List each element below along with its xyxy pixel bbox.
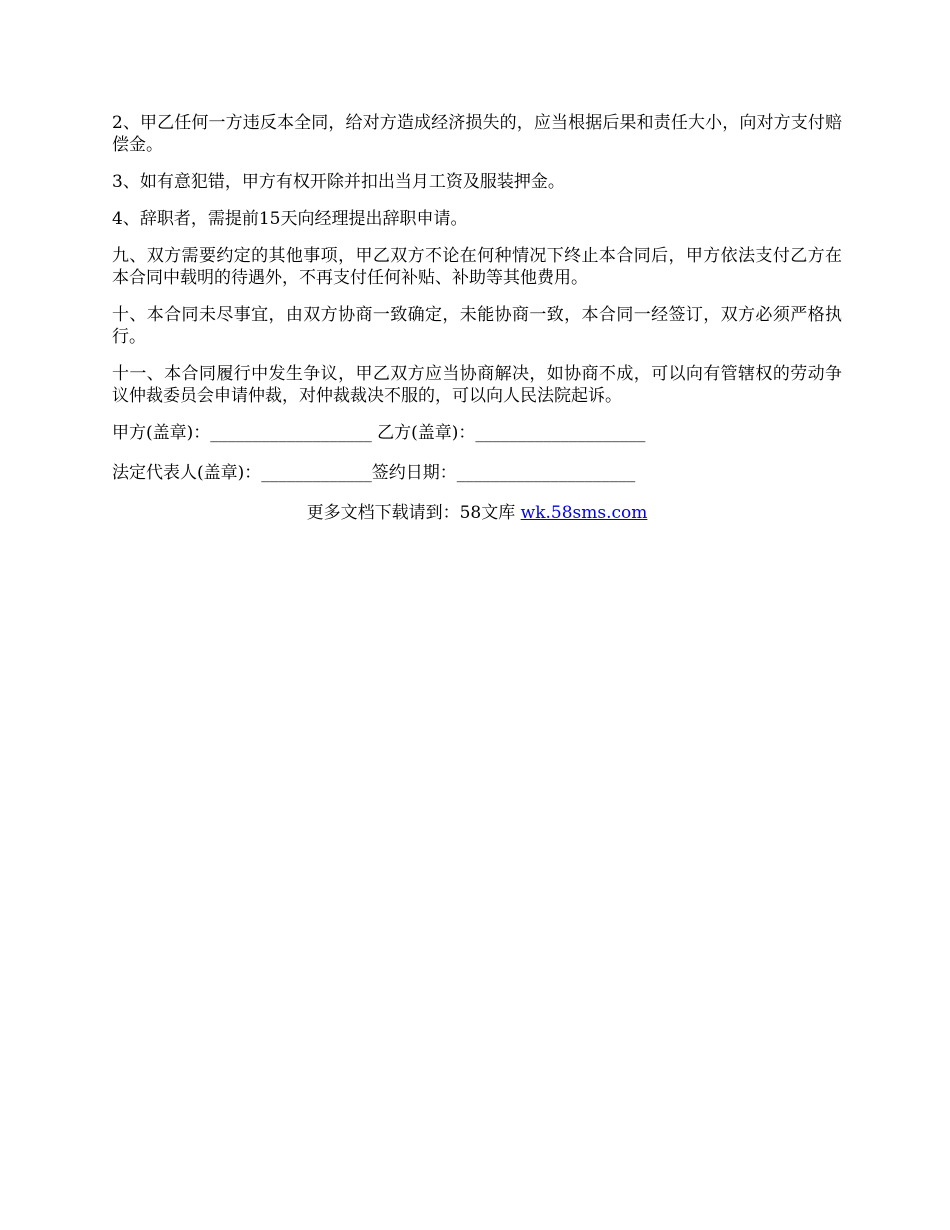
- document-page: [112, 112, 842, 524]
- clause-3: 3、如有意犯错，甲方有权开除并扣出当月工资及服装押金。: [112, 172, 565, 192]
- footer-link[interactable]: wk.58sms.com: [520, 503, 648, 523]
- clause-eleven: 十一、本合同履行中发生争议，甲乙双方应当协商解决，如协商不成，可以向有管辖权的劳动争议仲裁委员会申请仲裁，对仲裁裁决不服的，可以向人民法院起诉。: [112, 364, 842, 406]
- representative-date-line: 法定代表人(盖章)：_____________签约日期：_____________________: [112, 463, 636, 483]
- clause-4: 4、辞职者，需提前15天向经理提出辞职申请。: [112, 209, 468, 229]
- footer: [112, 502, 842, 524]
- footer-text: 更多文档下载请到：58文库: [306, 503, 521, 523]
- clause-2: 2、甲乙任何一方违反本全同，给对方造成经济损失的，应当根据后果和责任大小，向对方支付赔偿金。: [112, 113, 842, 155]
- clause-nine: 九、双方需要约定的其他事项，甲乙双方不论在何种情况下终止本合同后，甲方依法支付乙方在本合同中载明的待遇外，不再支付任何补贴、补助等其他费用。: [112, 246, 842, 288]
- clause-ten: 十、本合同未尽事宜，由双方协商一致确定，未能协商一致，本合同一经签订，双方必须严格执行。: [112, 305, 842, 347]
- party-signature-line: 甲方(盖章)：___________________ 乙方(盖章)：____________________: [112, 423, 646, 443]
